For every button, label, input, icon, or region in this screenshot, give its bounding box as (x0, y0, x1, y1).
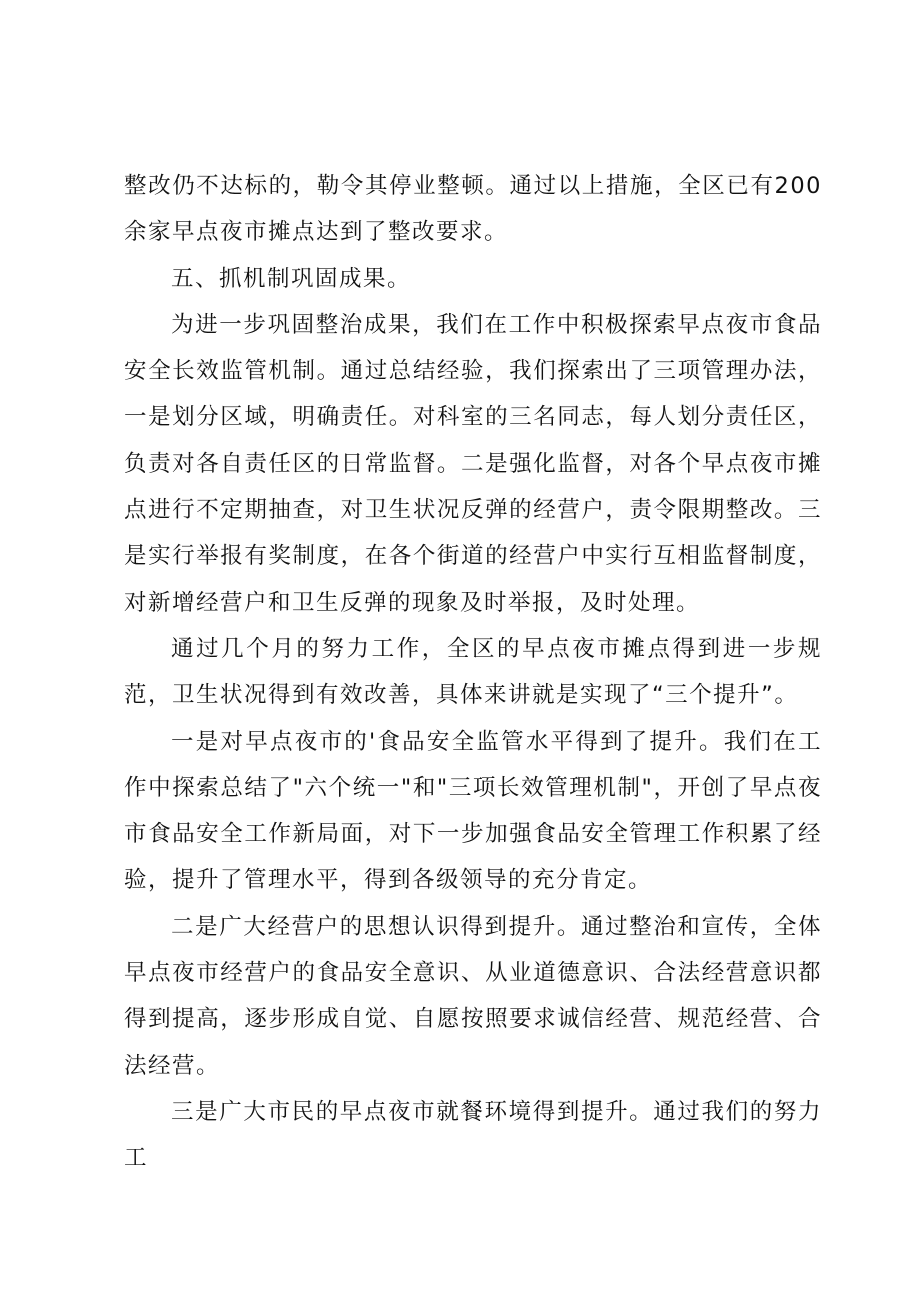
paragraph-continuation: 整改仍不达标的，勒令其停业整顿。通过以上措施，全区已有200余家早点夜市摊点达到了整改要求。 (124, 173, 822, 246)
paragraph-results-summary: 通过几个月的努力工作，全区的早点夜市摊点得到进一步规范，卫生状况得到有效改善，具体来讲就是实现了“三个提升”。 (124, 635, 822, 709)
paragraph-mechanism: 为进一步巩固整治成果，我们在工作中积极探索早点夜市食品安全长效监管机制。通过总结经验，我们探索出了三项管理办法，一是划分区域，明确责任。对科室的三名同志，每人划分责任区，负责对各自责任区的日常监督。二是强化监督，对各个早点夜市摊点进行不定期抽查，对卫生状况反弹的经营户，责令限期整改。三是实行举报有奖制度，在各个街道的经营户中实行互相监督制度，对新增经营户和卫生反弹的现象及时举报，及时处理。 (124, 311, 822, 616)
paragraph-improvement-3: 三是广大市民的早点夜市就餐环境得到提升。通过我们的努力工 (124, 1098, 822, 1172)
paragraph-improvement-2: 二是广大经营户的思想认识得到提升。通过整治和宣传，全体早点夜市经营户的食品安全意识、从业道德意识、合法经营意识都得到提高，逐步形成自觉、自愿按照要求诚信经营、规范经营、合法经营。 (124, 913, 822, 1079)
paragraph-improvement-1: 一是对早点夜市的'食品安全监管水平得到了提升。我们在工作中探索总结了"六个统一"和"三项长效管理机制"，开创了早点夜市食品安全工作新局面，对下一步加强食品安全管理工作积累了经验，提升了管理水平，得到各级领导的充分肯定。 (124, 728, 822, 894)
document-body (124, 163, 822, 1182)
section-heading-5: 五、抓机制巩固成果。 (171, 265, 412, 292)
